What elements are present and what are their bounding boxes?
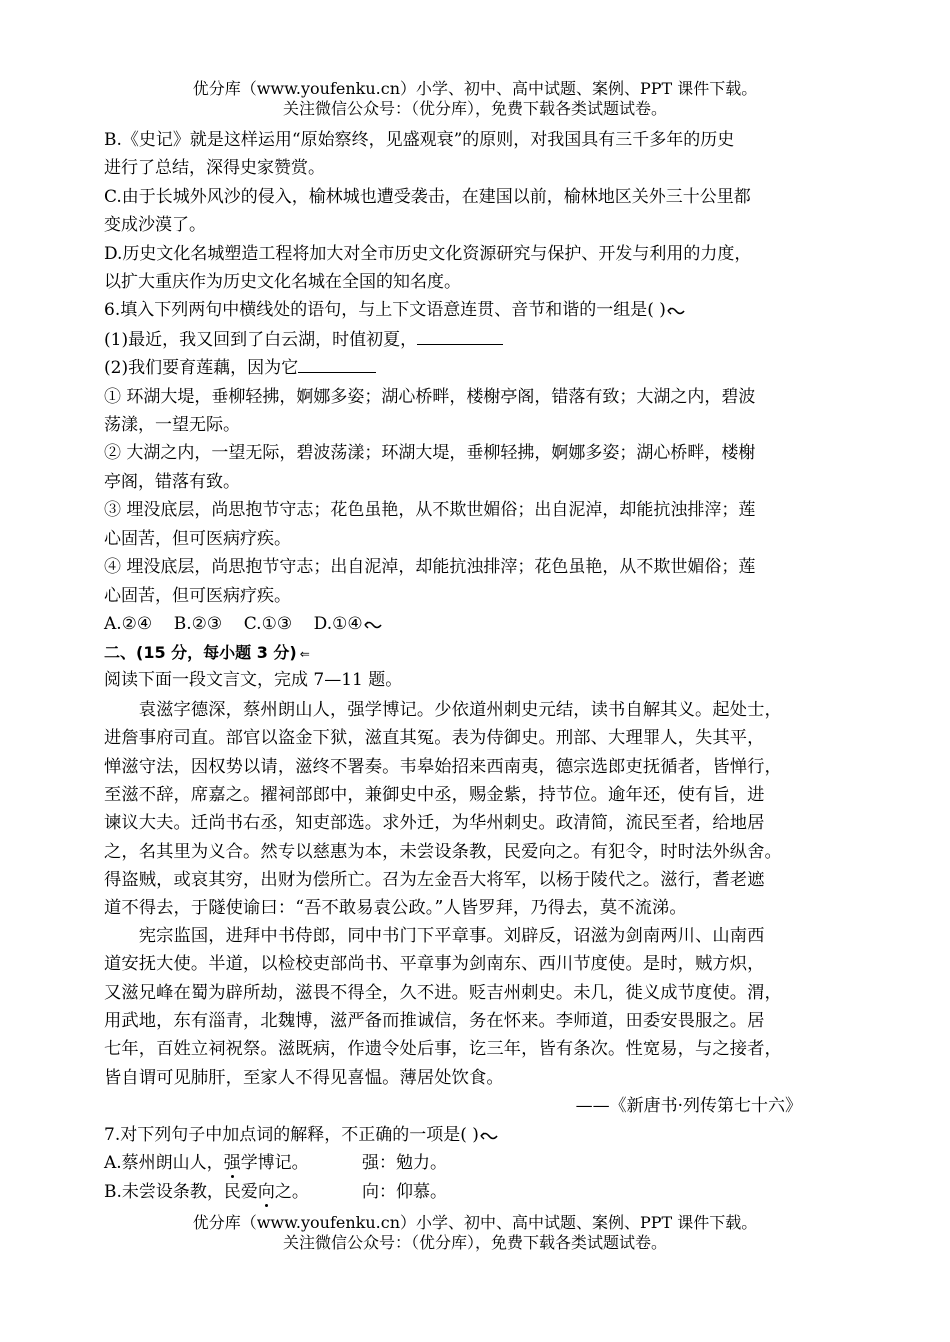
q6-sentence-2-text: (2)我们要育莲藕，因为它 xyxy=(104,358,299,378)
q5-option-c-line-1: C.由于长城外风沙的侵入，榆林城也遭受袭击，在建国以前，榆林地区关外三十公里都 xyxy=(104,187,751,207)
q7-option-a xyxy=(104,1152,447,1174)
passage-line: 袁滋字德深，蔡州朗山人，强学博记。少依道州刺史元结，读书自解其义。起处士， xyxy=(104,700,782,720)
q7-option-a-sentence-post: 学博记。 xyxy=(240,1153,309,1173)
q7-option-a-sentence-pre: A.蔡州朗山人， xyxy=(104,1153,224,1173)
q6-sentence-2 xyxy=(104,356,376,379)
page-header-line-2: 关注微信公众号：（优分库），免费下载各类试题试卷。 xyxy=(282,99,667,118)
section-2-title xyxy=(104,642,310,665)
passage-source: ——《新唐书·列传第七十六》 xyxy=(575,1096,802,1116)
q5-option-b-line-1: B.《史记》就是这样运用“原始察终，见盛观衰”的原则，对我国具有三千多年的历史 xyxy=(104,130,735,150)
q6-stem xyxy=(104,299,686,321)
q6-option-4-line-1: ④ 埋没底层，尚思抱节守志；出自泥淖，却能抗浊排滓；花色虽艳，从不欺世媚俗；莲 xyxy=(104,557,756,577)
q7-option-b xyxy=(104,1181,447,1203)
q7-stem-text: 7.对下列句子中加点词的解释，不正确的一项是( ) xyxy=(104,1125,479,1145)
passage-line: 惮滋守法，因权势以请，滋终不署奏。韦皋始招来西南夷，德宗选郎吏抚循者，皆惮行， xyxy=(104,757,782,777)
q6-sentence-1-text: (1)最近，我又回到了白云湖，时值初夏， xyxy=(104,330,418,350)
q6-blank-2 xyxy=(298,356,376,373)
q6-answer-choices xyxy=(104,613,383,635)
q6-option-4-line-2: 心固苦，但可医病疗疾。 xyxy=(104,586,291,606)
return-mark-icon xyxy=(363,619,383,631)
return-mark-icon xyxy=(666,305,686,317)
q6-sentence-1 xyxy=(104,328,503,351)
q5-option-d-line-1: D.历史文化名城塑造工程将加大对全市历史文化资源研究与保护、开发与利用的力度， xyxy=(104,244,752,264)
section-2-intro: 阅读下面一段文言文，完成 7—11 题。 xyxy=(104,670,403,690)
passage-line: 又滋兄峰在蜀为辟所劫，滋畏不得全，久不进。贬吉州刺史。未几，徙义成节度使。渭， xyxy=(104,983,782,1003)
line-break-arrow-icon: ⇐ xyxy=(299,647,310,661)
passage-line: 谏议大夫。迁尚书右丞，知吏部选。求外迁，为华州刺史。政清简，流民至者，给地居 xyxy=(104,813,765,833)
q7-option-b-explanation: 向：仰慕。 xyxy=(362,1182,447,1202)
q6-option-2-line-2: 亭阁，错落有致。 xyxy=(104,472,240,492)
q6-option-3-line-1: ③ 埋没底层，尚思抱节守志；花色虽艳，从不欺世媚俗；出自泥淖，却能抗浊排滓；莲 xyxy=(104,500,756,520)
passage-line: 用武地，东有淄青，北魏博，滋严备而推诚信，务在怀来。李师道，田委安畏服之。居 xyxy=(104,1011,765,1031)
passage-line: 之，名其里为义合。然专以慈惠为本，未尝设条教，民爱向之。有犯令，时时法外纵舍。 xyxy=(104,842,782,862)
q7-option-a-explanation: 强：勉力。 xyxy=(362,1153,447,1173)
return-mark-icon xyxy=(479,1130,499,1142)
q6-option-1-line-1: ① 环湖大堤，垂柳轻拂，婀娜多姿；湖心桥畔，楼榭亭阁，错落有致；大湖之内，碧波 xyxy=(104,387,756,407)
q5-option-d-line-2: 以扩大重庆作为历史文化名城在全国的知名度。 xyxy=(104,272,461,292)
q6-stem-text: 6.填入下列两句中横线处的语句，与上下文语意连贯、音节和谐的一组是( ) xyxy=(104,300,666,320)
q6-option-3-line-2: 心固苦，但可医病疗疾。 xyxy=(104,529,291,549)
q7-option-a-dotted-word: 强 xyxy=(223,1153,241,1173)
page-footer-line-1: 优分库（www.youfenku.cn）小学、初中、高中试题、案例、PPT 课件下载。 xyxy=(192,1213,758,1232)
q7-option-b-sentence-post: 之。 xyxy=(274,1182,309,1202)
passage-line: 道不得去，于隧使谕曰：“吾不敢易袁公政。”人皆罗拜，乃得去，莫不流涕。 xyxy=(104,898,687,918)
passage-line: 进詹事府司直。部官以盗金下狱，滋直其冤。表为侍御史。刑部、大理罪人，失其平， xyxy=(104,728,765,748)
q6-blank-1 xyxy=(417,328,503,345)
q5-option-c-line-2: 变成沙漠了。 xyxy=(104,215,206,235)
passage-line: 七年，百姓立祠祝祭。滋既病，作遗令处后事，讫三年，皆有条次。性宽易，与之接者， xyxy=(104,1039,782,1059)
passage-line: 得盗贼，或哀其穷，出财为偿所亡。召为左金吾大将军，以杨于陵代之。滋行，耆老遮 xyxy=(104,870,765,890)
passage-line: 道安抚大使。半道，以检校吏部尚书、平章事为剑南东、西川节度使。是时，贼方炽， xyxy=(104,954,765,974)
page-footer-line-2: 关注微信公众号：（优分库），免费下载各类试题试卷。 xyxy=(282,1233,667,1252)
section-2-title-text: 二、(15 分，每小题 3 分) xyxy=(104,643,297,662)
passage-line: 皆自谓可见肺肝，至家人不得见喜愠。薄居处饮食。 xyxy=(104,1068,504,1088)
passage-line: 至滋不辞，席嘉之。擢祠部郎中，兼御史中丞，赐金紫，持节位。逾年还，使有旨，进 xyxy=(104,785,765,805)
page-header-line-1: 优分库（www.youfenku.cn）小学、初中、高中试题、案例、PPT 课件下载。 xyxy=(192,79,758,98)
q7-option-b-dotted-word: 向 xyxy=(257,1182,275,1202)
q6-option-2-line-1: ② 大湖之内，一望无际，碧波荡漾；环湖大堤，垂柳轻拂，婀娜多姿；湖心桥畔，楼榭 xyxy=(104,443,756,463)
q7-stem xyxy=(104,1124,499,1146)
passage-line: 宪宗监国，进拜中书侍郎，同中书门下平章事。刘辟反，诏滋为剑南两川、山南西 xyxy=(104,926,765,946)
q6-answer-choices-text: A.②④ B.②③ C.①③ D.①④ xyxy=(104,614,363,634)
q5-option-b-line-2: 进行了总结，深得史家赞赏。 xyxy=(104,158,325,178)
q6-option-1-line-2: 荡漾，一望无际。 xyxy=(104,415,240,435)
q7-option-b-sentence-pre: B.未尝设条教，民爱 xyxy=(104,1182,258,1202)
